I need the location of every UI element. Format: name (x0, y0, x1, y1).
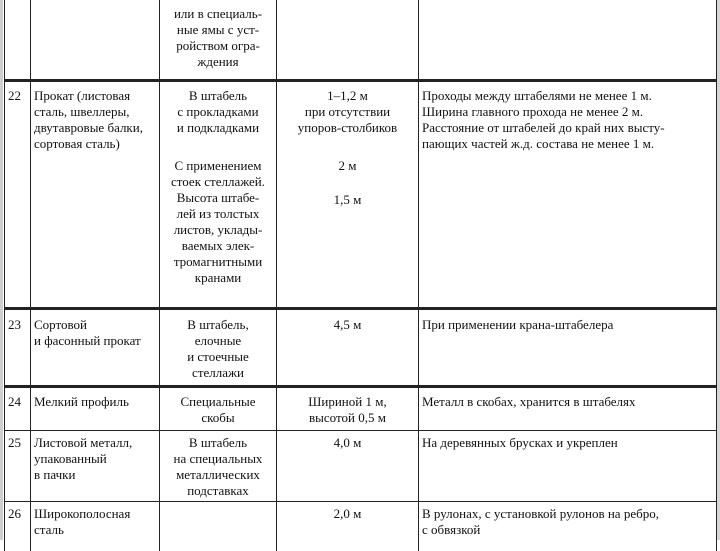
cell-note (419, 430, 717, 501)
cell-material (31, 80, 160, 308)
table-row-26 (5, 501, 717, 551)
method-line: Высота штабе- (176, 189, 260, 205)
table-row-22 (5, 80, 717, 308)
cell-method (160, 430, 277, 501)
method-line: подставках (187, 482, 249, 498)
method-line: В штабель, (187, 316, 249, 332)
height-line: упоров-столбиков (297, 119, 398, 135)
cell-height (277, 430, 419, 501)
cell-material (31, 386, 160, 430)
method-line: на специальных (173, 450, 263, 466)
height-line: 1,5 м (333, 191, 362, 207)
height-line: при отсутствии (304, 103, 391, 119)
method-line: кранами (194, 269, 242, 285)
table-row-continuation (5, 0, 717, 80)
material-line: Сортовой (34, 316, 88, 332)
material-line: двутавровые балки, (34, 119, 143, 135)
method-line: или в специаль- (173, 6, 263, 21)
method-line: В штабель (188, 87, 248, 103)
material-line: Листовой металл, (34, 434, 133, 450)
cell-material (31, 0, 160, 80)
material-line: упакованный (34, 450, 107, 466)
note-line: Расстояние от штабелей до край них высту- (422, 119, 665, 135)
note-line: На деревянных брусках и укреплен (422, 434, 618, 450)
cell-number: 26 (5, 501, 31, 551)
method-line: лей из толстых (176, 205, 260, 221)
cell-method (160, 386, 277, 430)
cell-height (277, 386, 419, 430)
cell-height (277, 80, 419, 308)
method-line: металлических (176, 466, 260, 482)
cell-material (31, 308, 160, 386)
cell-method (160, 501, 277, 551)
cell-method (160, 80, 277, 308)
material-line: сталь, швеллеры, (34, 103, 130, 119)
height-line: 1–1,2 м (327, 87, 368, 103)
material-line: Мелкий профиль (34, 393, 129, 409)
table-row-25 (5, 430, 717, 501)
method-line: тромагнитными (173, 253, 263, 269)
method-line: скобы (201, 409, 235, 425)
table-row-23 (5, 308, 717, 386)
height-line: 2,0 м (333, 505, 362, 521)
method-line: стоек стеллажей. (170, 173, 266, 189)
note-line: пающих частей ж.д. состава не менее 1 м. (422, 135, 655, 151)
note-line: с обвязкой (422, 521, 481, 537)
note-line: Ширина главного прохода не менее 2 м. (422, 103, 644, 119)
material-line: Прокат (листовая (34, 87, 131, 103)
cell-material (31, 430, 160, 501)
method-line: листов, уклады- (173, 221, 263, 237)
page-left-edge (0, 0, 3, 540)
note-line: В рулонах, с установкой рулонов на ребро, (422, 505, 659, 521)
storage-table (4, 0, 717, 551)
note-line: Проходы между штабелями не менее 1 м. (422, 87, 652, 103)
method-line: С применением (174, 157, 262, 173)
method-line: ваемых элек- (181, 237, 255, 253)
material-line: и фасонный прокат (34, 332, 141, 348)
method-line: ждения (197, 54, 239, 69)
note-line: Металл в скобах, хранится в штабелях (422, 393, 636, 409)
cell-height (277, 308, 419, 386)
height-line: 4,0 м (333, 434, 362, 450)
cell-number: 25 (5, 430, 31, 501)
cell-height (277, 501, 419, 551)
cell-material (31, 501, 160, 551)
method-line: и подкладками (176, 119, 260, 135)
cell-note (419, 80, 717, 308)
cell-note (419, 308, 717, 386)
cell-note (419, 386, 717, 430)
method-line: стеллажи (192, 364, 244, 380)
cell-note (419, 501, 717, 551)
method-line: Специальные (180, 393, 256, 409)
cell-number: 22 (5, 80, 31, 308)
height-line: высотой 0,5 м (309, 409, 386, 425)
cell-number: 24 (5, 386, 31, 430)
method-line: с прокладками (177, 103, 259, 119)
cell-number: 23 (5, 308, 31, 386)
material-line: сталь (34, 521, 64, 537)
cell-method (160, 0, 277, 80)
height-line: 2 м (338, 157, 357, 173)
method-line: и стоечные (187, 348, 249, 364)
height-line: 4,5 м (333, 316, 362, 332)
cell-method (160, 308, 277, 386)
note-line: При применении крана-штабелера (422, 316, 614, 332)
method-line: В штабель (188, 434, 248, 450)
method-line: ройством огра- (176, 38, 260, 53)
cell-height (277, 0, 419, 80)
table-row-24 (5, 386, 717, 430)
material-line: Широкополосная (34, 505, 131, 521)
material-line: в пачки (34, 466, 76, 482)
material-line: сортовая сталь) (34, 135, 120, 151)
method-line: ные ямы с уст- (176, 22, 260, 37)
cell-note (419, 0, 717, 80)
height-line: Шириной 1 м, (308, 393, 387, 409)
cell-number (5, 0, 31, 80)
method-line: елочные (194, 332, 242, 348)
